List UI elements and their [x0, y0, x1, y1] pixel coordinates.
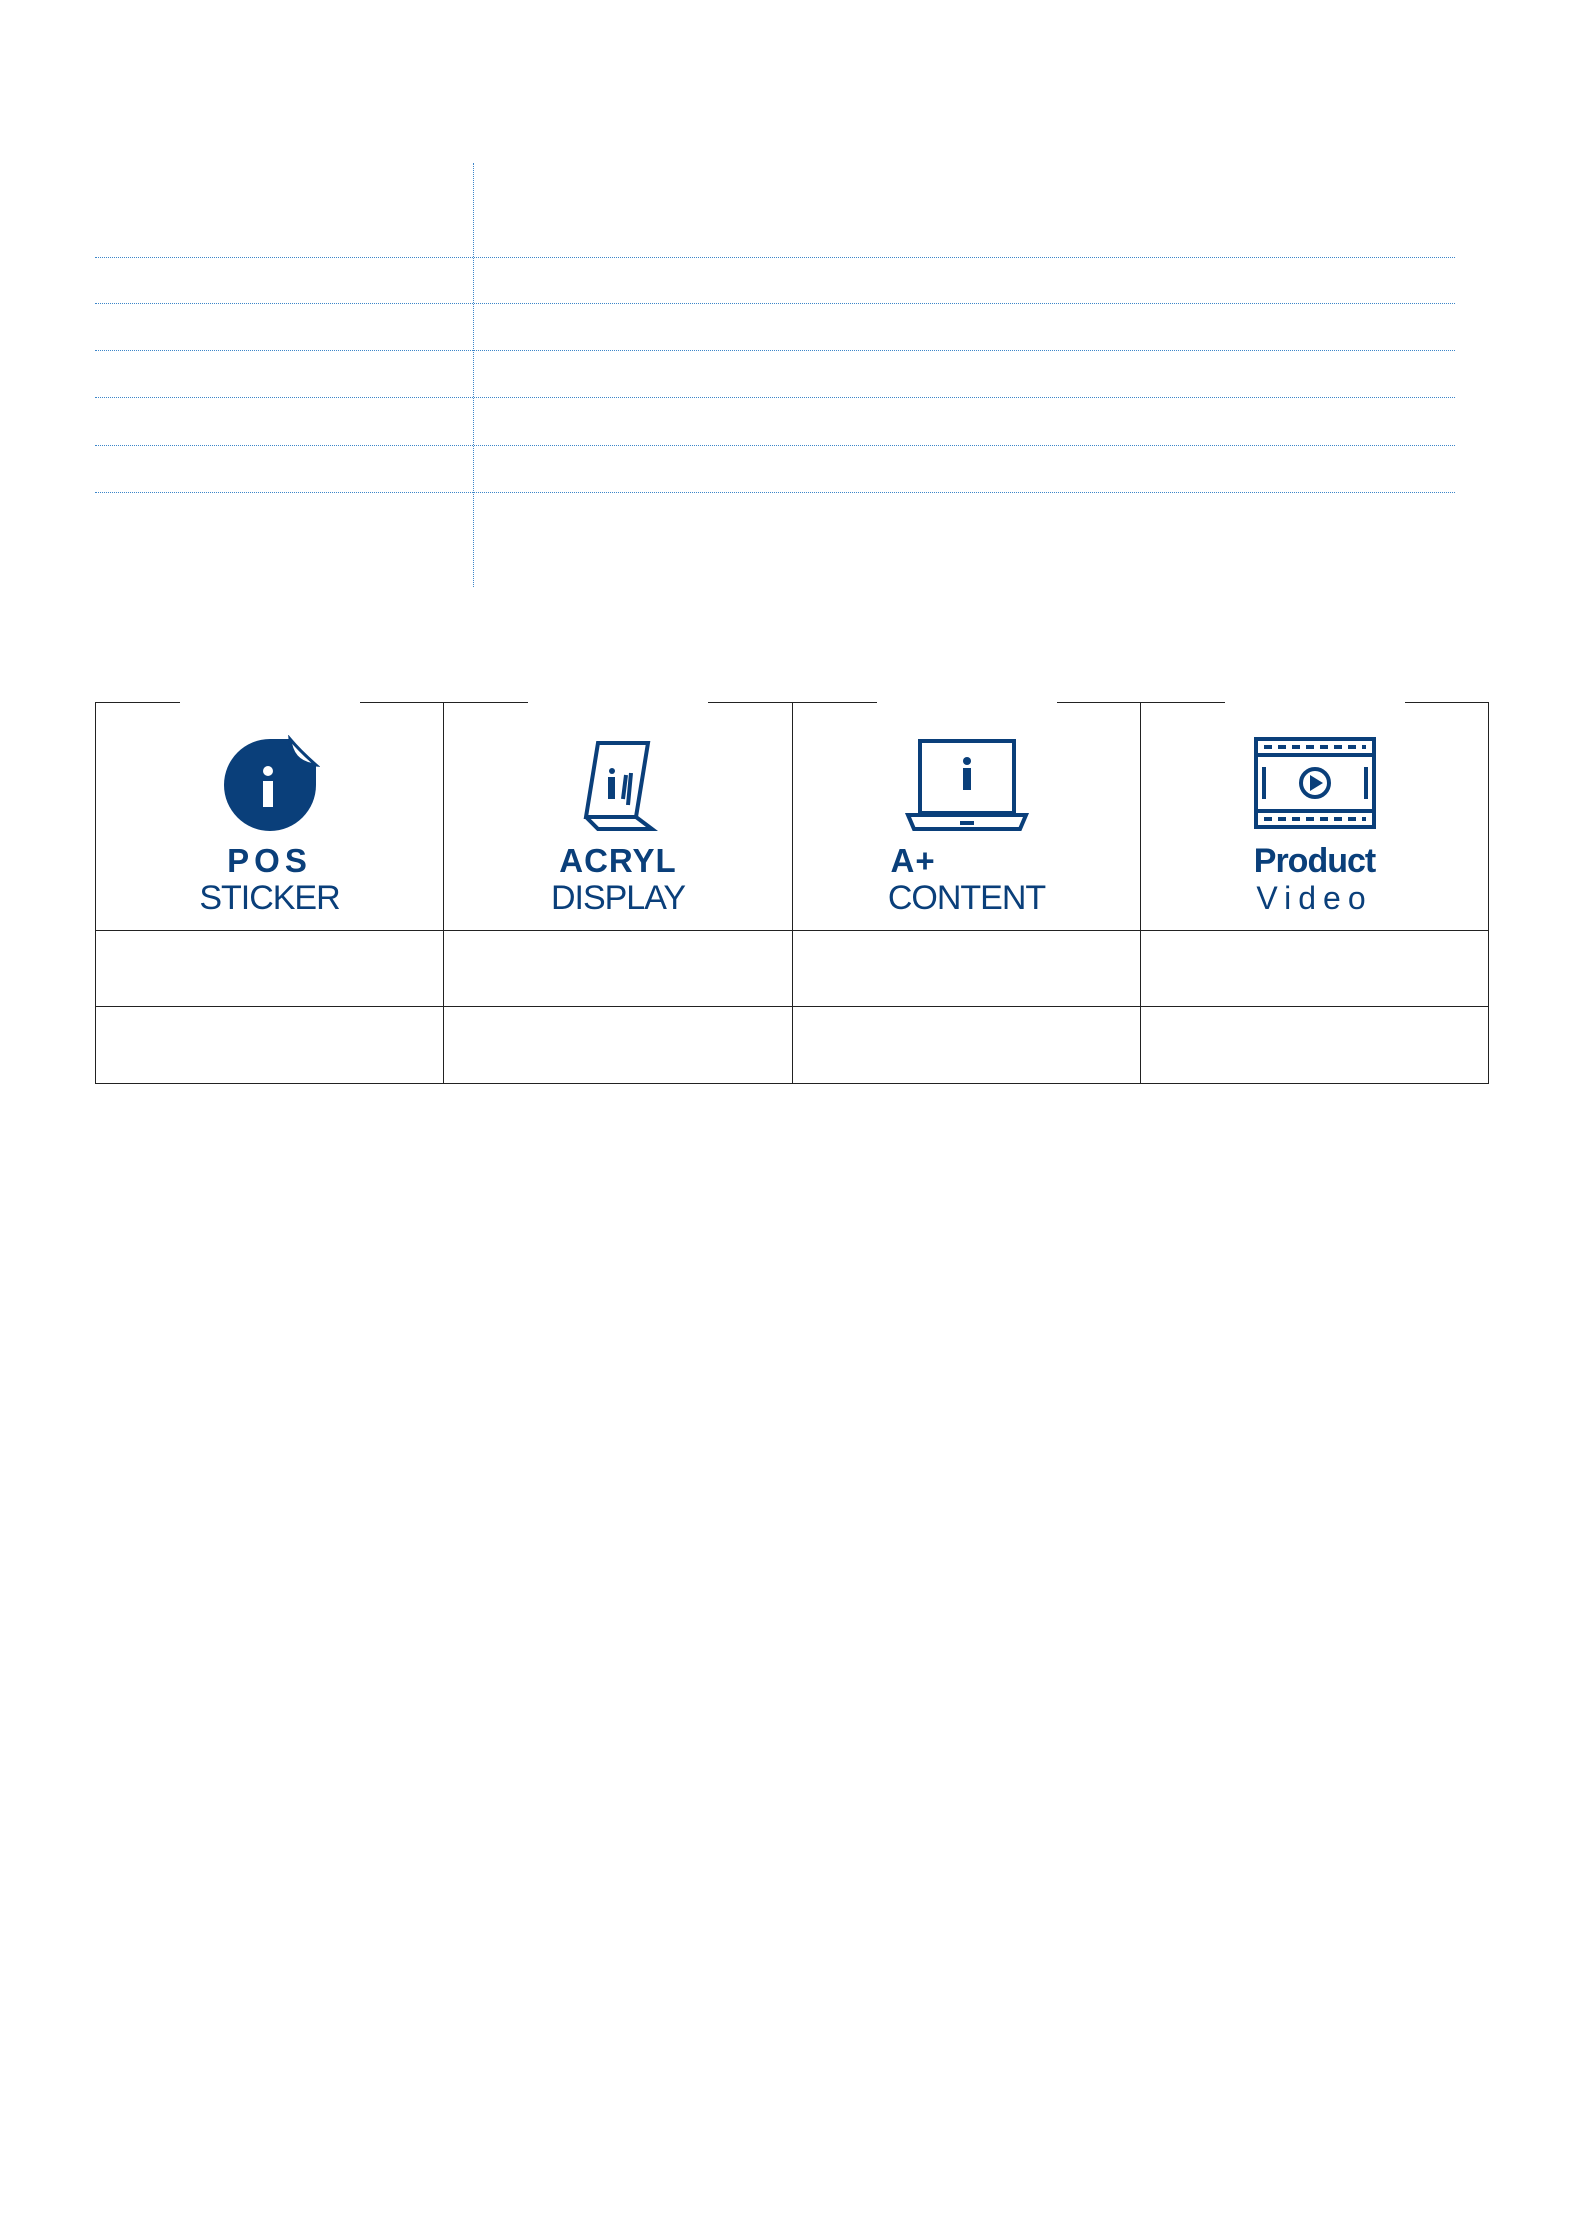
pos-sticker-logo	[180, 697, 360, 929]
a-plus-content-cell	[793, 703, 1141, 931]
product-video-logo	[1225, 697, 1405, 929]
pos-label: POS	[227, 842, 312, 879]
guide-line	[95, 303, 1455, 304]
table-cell	[1141, 931, 1488, 1007]
table-cell	[96, 1007, 444, 1083]
guide-line	[95, 350, 1455, 351]
content-label: CONTENT	[887, 879, 1046, 917]
guide-line	[95, 445, 1455, 446]
a-plus-content-logo	[877, 697, 1057, 929]
table-cell	[444, 931, 793, 1007]
video-label: Video	[1256, 880, 1373, 916]
table-cell	[444, 1007, 793, 1083]
table-cell	[1141, 1007, 1488, 1083]
acrylic-display-stand-icon	[568, 725, 668, 835]
product-label: Product	[1253, 842, 1376, 880]
laptop-info-icon	[902, 725, 1032, 835]
guide-line	[95, 257, 1455, 258]
guide-line	[95, 397, 1455, 398]
film-play-icon	[1250, 725, 1380, 835]
sticker-label: STICKER	[199, 879, 340, 917]
guide-vertical-line	[473, 163, 474, 587]
marketing-assets-table	[95, 702, 1489, 1084]
acryl-display-cell	[444, 703, 793, 931]
pos-sticker-cell	[96, 703, 444, 931]
info-sticker-icon	[220, 725, 320, 835]
display-label: DISPLAY	[550, 879, 686, 917]
acryl-display-logo	[528, 697, 708, 929]
guide-line	[95, 492, 1455, 493]
acryl-label: ACRYL	[559, 842, 677, 879]
table-cell	[793, 931, 1141, 1007]
table-cell	[96, 931, 444, 1007]
a-plus-label: A+	[890, 842, 936, 879]
table-cell	[793, 1007, 1141, 1083]
product-video-cell	[1141, 703, 1488, 931]
